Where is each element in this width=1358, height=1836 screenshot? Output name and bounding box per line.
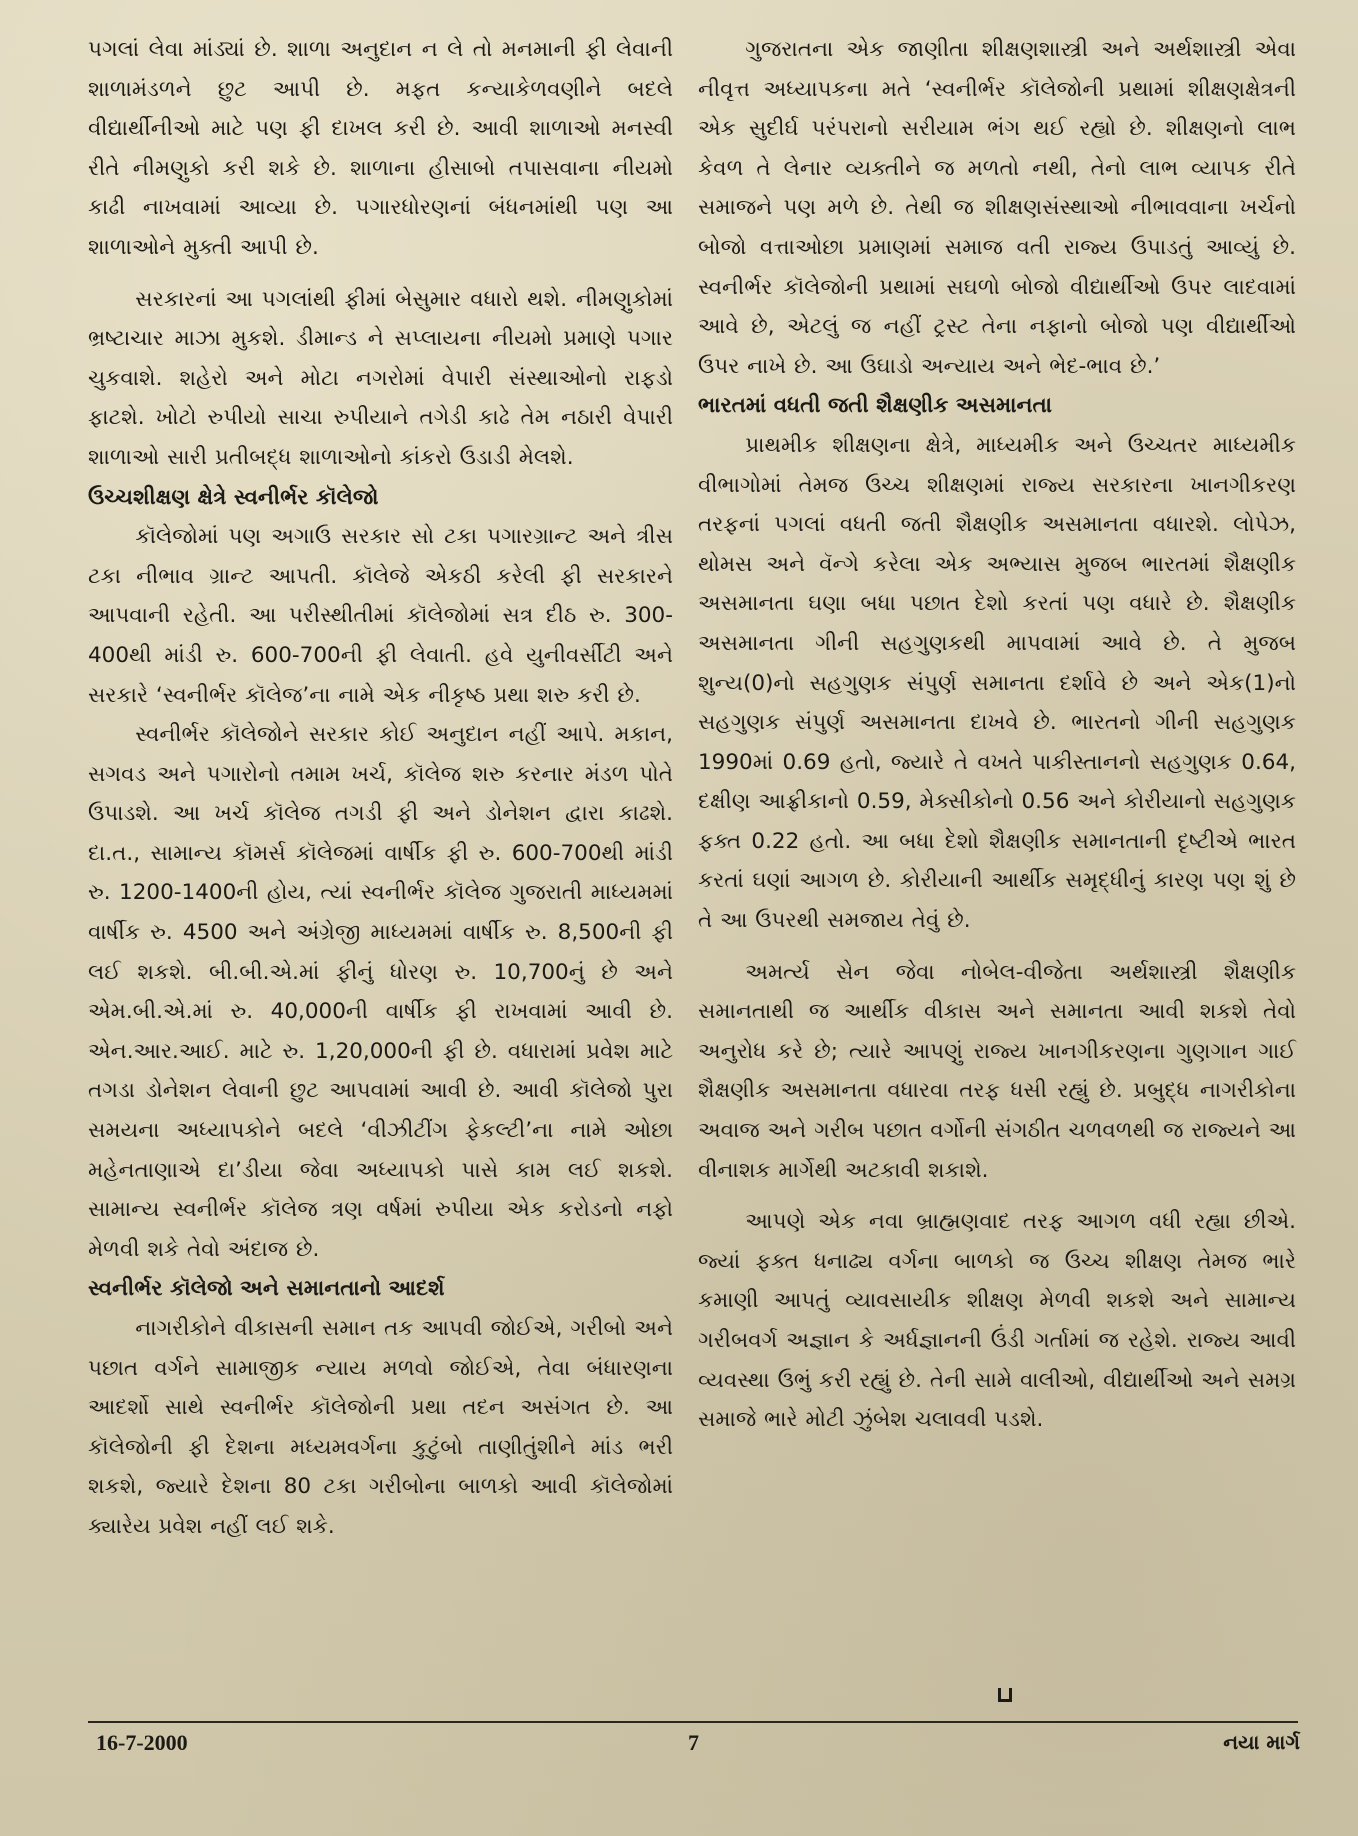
paragraph: અમર્ત્ય સેન જેવા નોબેલ-વીજેતા અર્થશાસ્ત્રી શૈક્ષણીક સમાનતાથી જ આર્થીક વીકાસ અને સમાનતા આવી શકશે તેવો અનુરોધ કરે છે; ત્યારે આપણું રાજ્ય ખાનગીકરણના ગુણગાન ગાઈ શૈક્ષણીક અસમાનતા વધારવા તરફ ધસી રહ્યું છે. પ્રબુદ્ધ નાગરીકોના અવાજ અને ગરીબ પછાત વર્ગોની સંગઠીત ચળવળથી જ રાજ્યને આ વીનાશક માર્ગેથી અટકાવી શકાશે. — [698, 959, 1296, 1183]
footer-divider — [88, 1721, 1298, 1723]
footer-date: 16-7-2000 — [96, 1730, 188, 1755]
page-number: 7 — [688, 1730, 699, 1755]
section-heading: ઉચ્ચશીક્ષણ ક્ષેત્રે સ્વનીર્ભર કૉલેજો — [88, 484, 379, 510]
section-heading: ભારતમાં વધતી જતી શૈક્ષણીક અસમાનતા — [698, 393, 1053, 419]
paragraph: સરકારનાં આ પગલાંથી ફીમાં બેસુમાર વધારો થશે. નીમણુકોમાં ભ્રષ્ટાચાર માઝા મુકશે. ડીમાન્ડ ને સપ્લાયના નીયમો પ્રમાણે પગાર ચુકવાશે. શહેરો અને મોટા નગરોમાં વેપારી સંસ્થાઓનો રાફડો ફાટશે. ખોટો રુપીયો સાચા રુપીયાને તગેડી કાઢે તેમ નઠારી વેપારી શાળાઓ સારી પ્રતીબદ્ધ શાળાઓનો કાંકરો ઉડાડી મેલશે. — [88, 286, 673, 470]
paragraph: આપણે એક નવા બ્રાહ્મણવાદ તરફ આગળ વધી રહ્યા છીએ. જ્યાં ફક્ત ધનાઢ્ય વર્ગના બાળકો જ ઉચ્ચ શીક્ષણ તેમજ ભારે કમાણી આપતું વ્યાવસાયીક શીક્ષણ મેળવી શકશે અને સામાન્ય ગરીબવર્ગ અજ્ઞાન કે અર્ધજ્ઞાનની ઉંડી ગર્તામાં જ રહેશે. રાજ્ય આવી વ્યવસ્થા ઉભું કરી રહ્યું છે. તેની સામે વાલીઓ, વીદ્યાર્થીઓ અને સમગ્ર સમાજે ભારે મોટી ઝુંબેશ ચલાવવી પડશે. — [698, 1209, 1296, 1433]
right-column — [698, 30, 1296, 1440]
paragraph: કૉલેજોમાં પણ અગાઉ સરકાર સો ટકા પગારગ્રાન્ટ અને ત્રીસ ટકા નીભાવ ગ્રાન્ટ આપતી. કૉલેજે એકઠી કરેલી ફી સરકારને આપવાની રહેતી. આ પરીસ્થીતીમાં કૉલેજોમાં સત્ર દીઠ રુ. 300-400થી માંડી રુ. 600-700ની ફી લેવાતી. હવે યુનીવર્સીટી અને સરકારે ‘સ્વનીર્ભર કૉલેજ’ના નામે એક નીકૃષ્ઠ પ્રથા શરુ કરી છે. — [88, 524, 673, 708]
left-column — [88, 30, 673, 1547]
article-end-mark-icon — [998, 1688, 1012, 1702]
paragraph: ગુજરાતના એક જાણીતા શીક્ષણશાસ્ત્રી અને અર્થશાસ્ત્રી એવા નીવૃત્ત અધ્યાપકના મતે ‘સ્વનીર્ભર કૉલેજોની પ્રથામાં શીક્ષણક્ષેત્રની એક સુદીર્ઘ પરંપરાનો સરીયામ ભંગ થઈ રહ્યો છે. શીક્ષણનો લાભ કેવળ તે લેનાર વ્યક્તીને જ મળતો નથી, તેનો લાભ વ્યાપક રીતે સમાજને પણ મળે છે. તેથી જ શીક્ષણસંસ્થાઓ નીભાવવાના ખર્ચનો બોજો વત્તાઓછા પ્રમાણમાં સમાજ વતી રાજ્ય ઉપાડતું આવ્યું છે. સ્વનીર્ભર કૉલેજોની પ્રથામાં સઘળો બોજો વીદ્યાર્થીઓ ઉપર લાદવામાં આવે છે, એટલું જ નહીં ટ્રસ્ટ તેના નફાનો બોજો પણ વીદ્યાર્થીઓ ઉપર નાખે છે. આ ઉઘાડો અન્યાય અને ભેદ-ભાવ છે.’ — [698, 37, 1296, 379]
paragraph: પ્રાથમીક શીક્ષણના ક્ષેત્રે, માધ્યમીક અને ઉચ્ચતર માધ્યમીક વીભાગોમાં તેમજ ઉચ્ચ શીક્ષણમાં રાજ્ય સરકારના ખાનગીકરણ તરફનાં પગલાં વધતી જતી શૈક્ષણીક અસમાનતા વધારશે. લોપેઝ, થોમસ અને વૅન્ગે કરેલા એક અભ્યાસ મુજબ ભારતમાં શૈક્ષણીક અસમાનતા ઘણા બધા પછાત દેશો કરતાં પણ વધારે છે. શૈક્ષણીક અસમાનતા ગીની સહગુણકથી માપવામાં આવે છે. તે મુજબ શુન્ય(0)નો સહગુણક સંપુર્ણ સમાનતા દર્શાવે છે અને એક(1)નો સહગુણક સંપુર્ણ અસમાનતા દાખવે છે. ભારતનો ગીની સહગુણક 1990માં 0.69 હતો, જ્યારે તે વખતે પાકીસ્તાનનો સહગુણક 0.64, દક્ષીણ આફ્રીકાનો 0.59, મેક્સીકોનો 0.56 અને કોરીયાનો સહગુણક ફક્ત 0.22 હતો. આ બધા દેશો શૈક્ષણીક સમાનતાની દૃષ્ટીએ ભારત કરતાં ઘણાં આગળ છે. કોરીયાની આર્થીક સમૃદ્ધીનું કારણ પણ શું છે તે આ ઉપરથી સમજાય તેવું છે. — [698, 432, 1296, 934]
paragraph: નાગરીકોને વીકાસની સમાન તક આપવી જોઈએ, ગરીબો અને પછાત વર્ગને સામાજીક ન્યાય મળવો જોઈએ, તેવા બંધારણના આદર્શો સાથે સ્વનીર્ભર કૉલેજોની પ્રથા તદન અસંગત છે. આ કૉલેજોની ફી દેશના મધ્યમવર્ગના કુટુંબો તાણીતુંશીને માંડ ભરી શકશે, જ્યારે દેશના 80 ટકા ગરીબોના બાળકો આવી કૉલેજોમાં ક્યારેય પ્રવેશ નહીં લઈ શકે. — [88, 1316, 673, 1539]
paragraph: પગલાં લેવા માંડ્યાં છે. શાળા અનુદાન ન લે તો મનમાની ફી લેવાની શાળામંડળને છુટ આપી છે. મફત કન્યાકેળવણીને બદલે વીદ્યાર્થીનીઓ માટે પણ ફી દાખલ કરી છે. આવી શાળાઓ મનસ્વી રીતે નીમણુકો કરી શકે છે. શાળાના હીસાબો તપાસવાના નીયમો કાઢી નાખવામાં આવ્યા છે. પગારધોરણનાં બંધનમાંથી પણ આ શાળાઓને મુક્તી આપી છે. — [88, 37, 673, 260]
magazine-name: નયા માર્ગ — [1223, 1730, 1300, 1754]
paragraph: સ્વનીર્ભર કૉલેજોને સરકાર કોઈ અનુદાન નહીં આપે. મકાન, સગવડ અને પગારોનો તમામ ખર્ચ, કૉલેજ શરુ કરનાર મંડળ પોતે ઉપાડશે. આ ખર્ચ કૉલેજ તગડી ફી અને ડોનેશન દ્વારા કાઢશે. દા.ત., સામાન્ય કૉમર્સ કૉલેજમાં વાર્ષીક ફી રુ. 600-700થી માંડી રુ. 1200-1400ની હોય, ત્યાં સ્વનીર્ભર કૉલેજ ગુજરાતી માધ્યમમાં વાર્ષીક રુ. 4500 અને અંગ્રેજી માધ્યમમાં વાર્ષીક રુ. 8,500ની ફી લઈ શકશે. બી.બી.એ.માં ફીનું ધોરણ રુ. 10,700નું છે અને એમ.બી.એ.માં રુ. 40,000ની વાર્ષીક ફી રાખવામાં આવી છે. એન.આર.આઈ. માટે રુ. 1,20,000ની ફી છે. વધારામાં પ્રવેશ માટે તગડા ડોનેશન લેવાની છુટ આપવામાં આવી છે. આવી કૉલેજો પુરા સમયના અધ્યાપકોને બદલે ‘વીઝીટીંગ ફેકલ્ટી’ના નામે ઓછા મહેનતાણાએ દા’ડીયા જેવા અધ્યાપકો પાસે કામ લઈ શકશે. સામાન્ય સ્વનીર્ભર કૉલેજ ત્રણ વર્ષમાં રુપીયા એક કરોડનો નફો મેળવી શકે તેવો અંદાજ છે. — [88, 722, 673, 1262]
section-heading: સ્વનીર્ભર કૉલેજો અને સમાનતાનો આદર્શ — [88, 1276, 445, 1302]
